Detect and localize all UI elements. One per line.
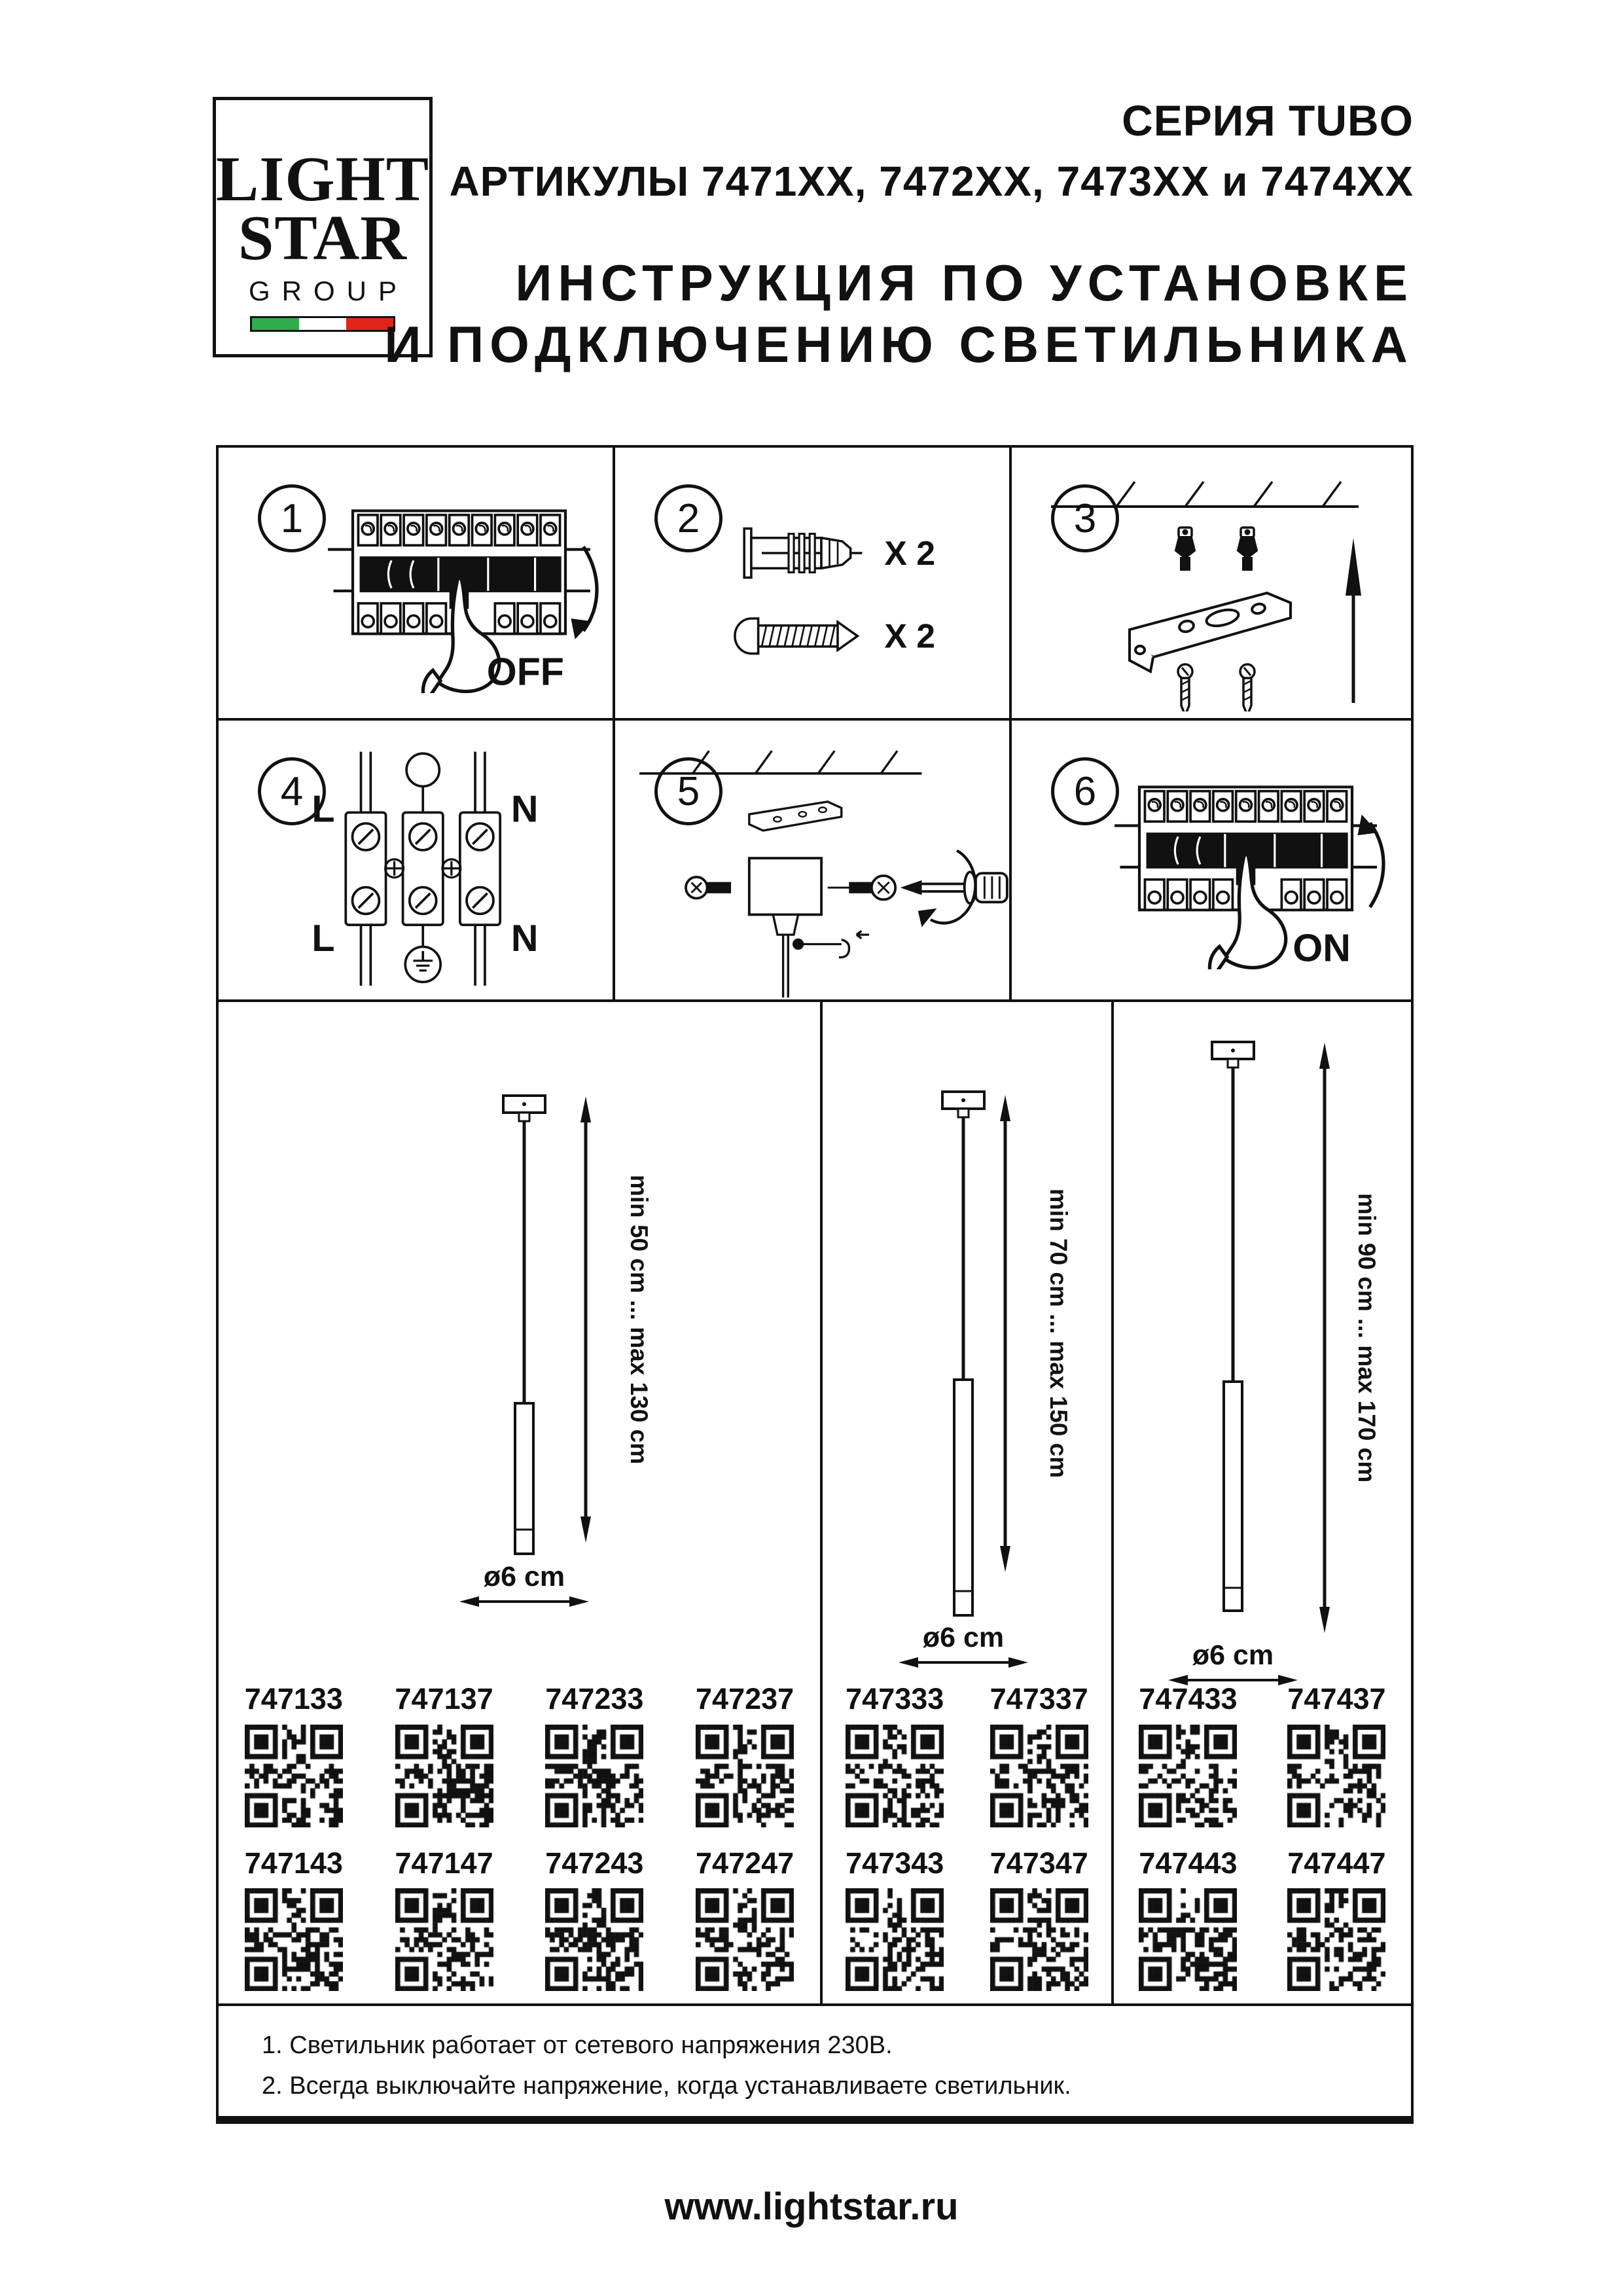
step-6-number: 6 [1051,757,1119,825]
website-url: www.lightstar.ru [664,2185,959,2228]
article-number: 747447 [1287,1846,1386,1880]
qr-code [1139,1725,1237,1827]
instruction-title-line1: ИНСТРУКЦИЯ ПО УСТАНОВКЕ [515,254,1414,312]
step-2-number: 2 [654,484,722,552]
qr-code [696,1888,794,1991]
article-item [395,1683,493,1827]
step-6-panel [1012,721,1406,999]
article-number: 747343 [846,1846,944,1880]
qr-code [990,1725,1088,1827]
lamp-1-diameter: ø6 cm [483,1561,565,1592]
article-item [545,1683,643,1827]
step-1-panel [219,448,615,718]
bracket-mounting-illustration [1031,467,1398,711]
screw-qty-label: X 2 [884,617,936,655]
lamps-row [219,1002,1411,2006]
step-2-panel [615,448,1012,718]
wall-plug-qty-label: X 2 [884,533,936,572]
mounting-hardware-illustration [674,477,1001,711]
lamp-3-diameter: ø6 cm [1192,1640,1274,1671]
notes-row [219,2006,1411,2121]
lamp-1-height-range: min 50 cm ... max 130 cm [626,1174,652,1465]
article-item [846,1847,944,1992]
article-item [545,1847,643,1992]
article-number: 747333 [846,1682,944,1715]
series-title: СЕРИЯ TUBO [1122,96,1414,145]
terminal-L-bottom-label: L [312,918,335,960]
articles-subtitle: АРТИКУЛЫ 7471ХХ, 7472ХХ, 7473ХХ и 7474ХХ [449,158,1414,205]
italian-flag-bar [250,316,395,332]
article-number: 747133 [244,1682,343,1715]
flag-green [252,318,299,330]
qr-code [696,1725,794,1827]
article-item [990,1847,1088,1992]
step-4-number: 4 [258,757,326,825]
qr-code [1139,1888,1237,1991]
article-item [245,1847,343,1992]
article-number: 747137 [395,1682,493,1715]
article-item [245,1683,343,1827]
flag-white [299,318,346,330]
article-item [395,1847,493,1992]
article-item [696,1683,794,1827]
article-number: 747337 [990,1682,1088,1715]
lamp-panel-3 [1114,1002,1411,2003]
step-5-panel [615,721,1012,999]
article-number: 747233 [545,1682,644,1715]
terminal-L-top-label: L [312,788,335,831]
qr-code [245,1725,343,1827]
lamp-3-height-range: min 90 cm ... max 170 cm [1353,1193,1380,1483]
qr-code [1287,1725,1385,1827]
article-item [1139,1683,1237,1827]
qr-code [1287,1888,1385,1991]
article-number: 747443 [1139,1846,1238,1880]
article-number: 747433 [1139,1682,1238,1715]
qr-code [545,1725,643,1827]
qr-code [846,1725,944,1827]
qr-code [395,1725,493,1827]
article-number: 747147 [395,1846,493,1880]
step-3-panel [1012,448,1406,718]
note-2: 2. Всегда выключайте напряжение, когда устанавливаете светильник. [262,2072,1071,2100]
article-item [990,1683,1088,1827]
articles-panel-3 [1114,1683,1411,1991]
on-label: ON [1293,926,1351,969]
qr-code [545,1888,643,1991]
article-number: 747247 [696,1846,794,1880]
article-item [1139,1847,1237,1992]
article-item [1287,1847,1385,1992]
document-titles [384,96,1414,375]
qr-code [846,1888,944,1991]
article-number: 747437 [1287,1682,1386,1715]
logo-word-star: STAR [238,202,408,274]
terminal-wiring-illustration [255,727,595,989]
breaker-on-illustration [1094,757,1398,969]
lamp-panel-2 [823,1002,1114,2003]
steps-row-2 [219,721,1411,1002]
step-1-number: 1 [258,484,326,552]
step-5-number: 5 [654,757,722,825]
articles-panel-1 [219,1683,820,1991]
step-4-panel [219,721,615,999]
qr-code [245,1888,343,1991]
logo-word-group: GROUP [248,276,408,306]
lamp-panel-1 [219,1002,823,2003]
instruction-title-line2: И ПОДКЛЮЧЕНИЮ СВЕТИЛЬНИКА [384,315,1414,373]
articles-panel-2 [823,1683,1111,1991]
steps-row-1 [219,448,1411,721]
instruction-table [216,445,1414,2124]
qr-code [990,1888,1088,1991]
article-item [696,1847,794,1992]
article-number: 747347 [990,1846,1088,1880]
article-item [846,1683,944,1827]
qr-code [395,1888,493,1991]
notes-block [219,2006,1411,2116]
article-number: 747243 [545,1846,644,1880]
breaker-off-illustration [307,480,611,693]
terminal-N-top-label: N [510,788,539,831]
off-label: OFF [486,650,564,693]
terminal-N-bottom-label: N [510,918,539,960]
article-item [1287,1683,1385,1827]
lamp-2-height-range: min 70 cm ... max 150 cm [1045,1188,1072,1479]
logo-word-light: LIGHT [215,143,430,215]
article-number: 747237 [696,1682,794,1715]
step-3-number: 3 [1051,484,1119,552]
canopy-fixing-illustration [620,739,1010,997]
note-1: 1. Светильник работает от сетевого напряжения 230В. [262,2032,893,2059]
instruction-title [384,253,1414,375]
article-number: 747143 [244,1846,343,1880]
lamp-2-diameter: ø6 cm [922,1622,1005,1653]
